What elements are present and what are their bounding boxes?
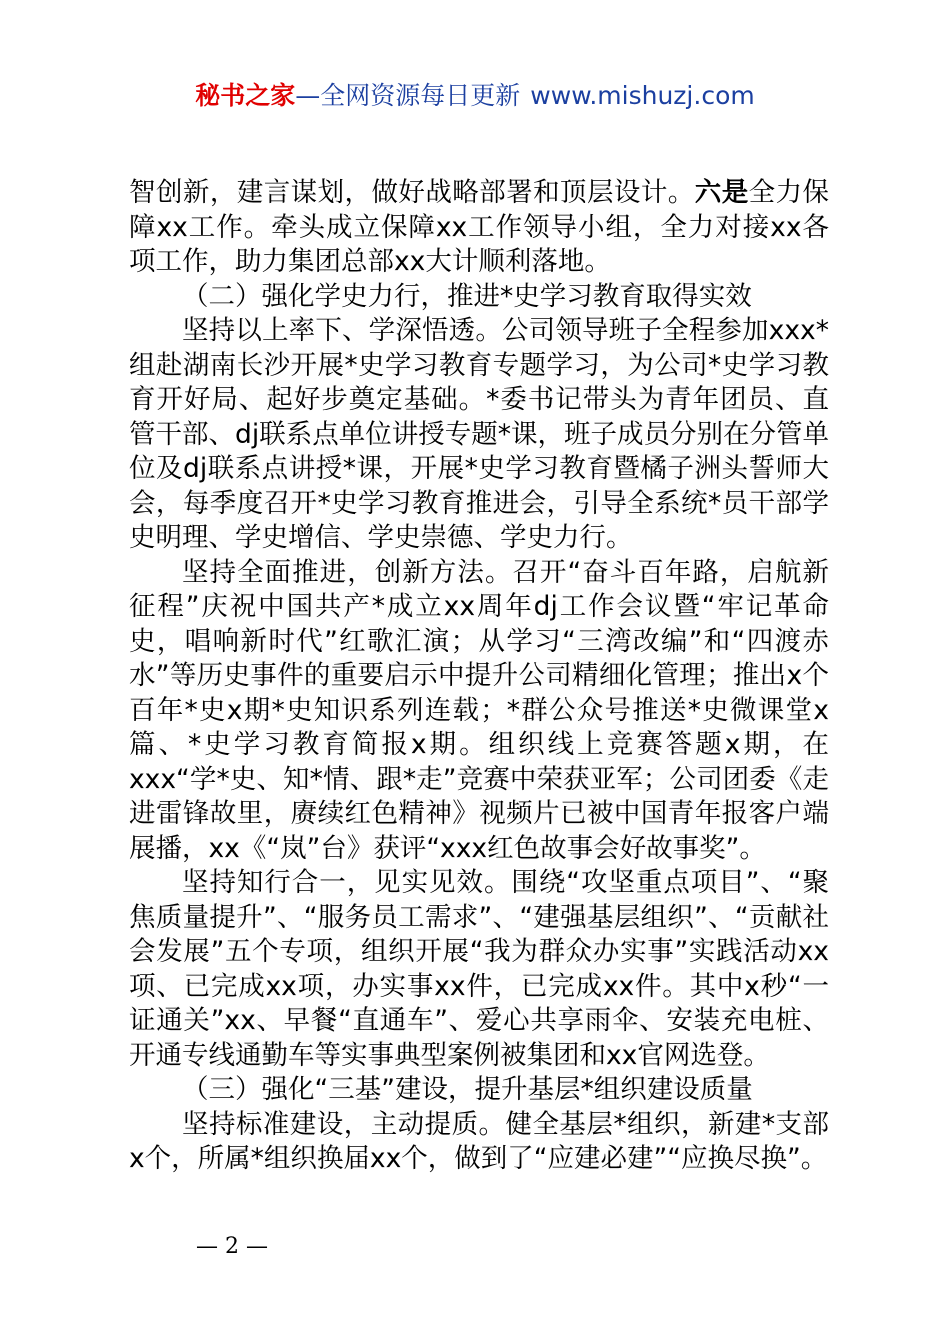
site-brand: 秘书之家 <box>195 81 296 110</box>
site-header <box>0 80 950 112</box>
section-heading-3: （三）强化“三基”建设，提升基层*组织建设质量 <box>182 1074 753 1105</box>
paragraph-3: 坚持全面推进，创新方法。召开“奋斗百年路，启航新征程”庆祝中国共产*成立xx周年dj工作会议暨“牢记革命史，唱响新时代”红歌汇演；从学习“三湾改编”和“四渡赤水”等历史事件的重要启示中提升公司精细化管理；推出x个百年*史x期*史知识系列连载；*群公众号推送*史微课堂x篇、*史学习教育简报x期。组织线上竞赛答题x期，在xxx“学*史、知*情、跟*走”竞赛中荣获亚军；公司团委《走进雷锋故里，赓续红色精神》视频片已被中国青年报客户端展播，xx《“岚”台》获评“xxx红色故事会好故事奖”。 <box>129 556 829 864</box>
paragraph-1-bold: 六是 <box>694 177 749 208</box>
paragraph-5: 坚持标准建设，主动提质。健全基层*组织，新建*支部x个，所属*组织换届xx个，做到了“应建必建”“应换尽换”。 <box>129 1108 829 1174</box>
paragraph-2: 坚持以上率下、学深悟透。公司领导班子全程参加xxx*组赴湖南长沙开展*史学习教育专题学习，为公司*史学习教育开好局、起好步奠定基础。*委书记带头为青年团员、直管干部、dj联系点单位讲授专题*课，班子成员分别在分管单位及dj联系点讲授*课，开展*史学习教育暨橘子洲头誓师大会，每季度召开*史学习教育推进会，引导全系统*员干部学史明理、学史增信、学史崇德、学史力行。 <box>129 315 829 553</box>
section-heading-2: （二）强化学史力行，推进*史学习教育取得实效 <box>182 280 752 312</box>
paragraph-4: 坚持知行合一，见实见效。围绕“攻坚重点项目”、“聚焦质量提升”、“服务员工需求”、“建强基层组织”、“贡献社会发展”五个专项，组织开展“我为群众办实事”实践活动xx项、已完成xx项，办实事xx件，已完成xx件。其中x秒“一证通关”xx、早餐“直通车”、爱心共享雨伞、安装充电桩、开通专线通勤车等实事典型案例被集团和xx官网选登。 <box>129 867 829 1071</box>
paragraph-1 <box>129 176 829 280</box>
site-url[interactable]: www.mishuzj.com <box>530 81 755 110</box>
paragraph-1-text-b: 全力保障xx工作。牵头成立保障xx工作领导小组，全力对接xx各项工作，助力集团总部xx大计顺利落地。 <box>129 177 830 277</box>
site-tagline: —全网资源每日更新 <box>295 81 521 110</box>
document-body <box>129 176 829 1177</box>
paragraph-1-text-a: 智创新，建言谋划，做好战略部署和顶层设计。 <box>129 177 695 208</box>
page-number: — 2 — <box>196 1234 268 1259</box>
